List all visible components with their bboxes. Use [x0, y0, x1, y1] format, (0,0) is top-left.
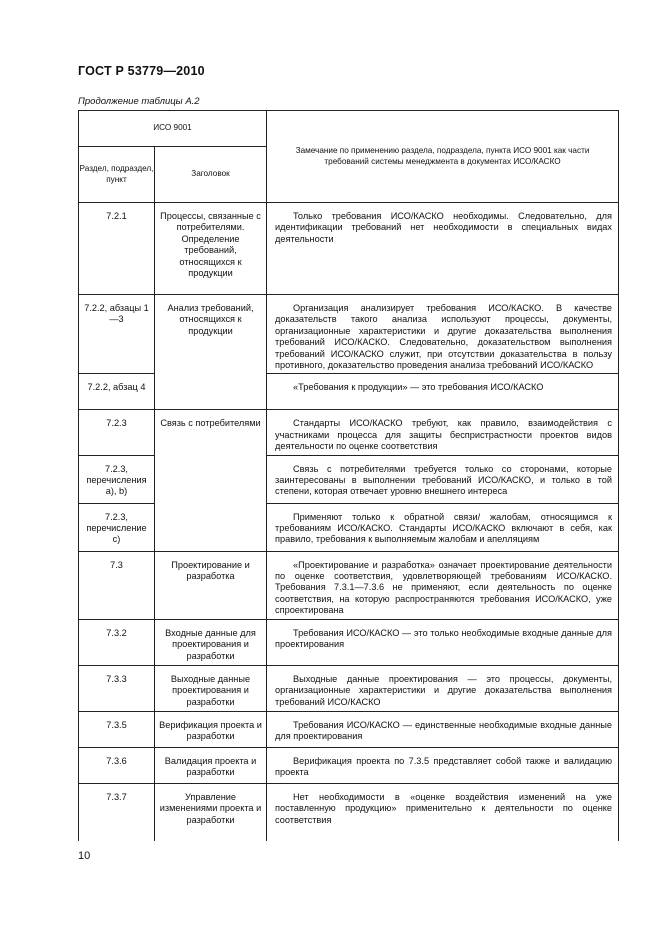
table-row — [79, 295, 619, 374]
row-note: Требования ИСО/КАСКО — это только необходимые входные данные для проектирования — [267, 619, 619, 665]
table-continuation-caption: Продолжение таблицы А.2 — [78, 96, 200, 107]
row-note: Требования ИСО/КАСКО — единственные необходимые входные данные для проектирования — [267, 711, 619, 747]
table-row — [79, 711, 619, 747]
row-section: 7.3.7 — [79, 783, 155, 841]
table-row — [79, 747, 619, 783]
standard-title: ГОСТ Р 53779—2010 — [78, 64, 205, 78]
row-section: 7.3 — [79, 551, 155, 619]
row-note: Верификация проекта по 7.3.5 представляет собой также и валидацию проекта — [267, 747, 619, 783]
row-note: «Требования к продукции» — это требования ИСО/КАСКО — [267, 374, 619, 410]
table-row — [79, 619, 619, 665]
row-section: 7.2.3 — [79, 410, 155, 455]
row-heading: Связь с потребителями — [155, 410, 267, 551]
row-note: Нет необходимости в «оценке воздействия изменений на уже поставленную продукцию» применительно к деятельности по оценке соответствия — [267, 783, 619, 841]
row-section: 7.3.6 — [79, 747, 155, 783]
row-heading: Валидация проекта и разработки — [155, 747, 267, 783]
row-note: Применяют только к обратной связи/ жалобам, относящимся к требованиям ИСО/КАСКО. Стандарты ИСО/КАСКО включают в себя, как правило, требования к выполняемым жалобам и апелляциям — [267, 503, 619, 551]
row-heading: Проектирование и разработка — [155, 551, 267, 619]
table-row — [79, 203, 619, 295]
table-row — [79, 410, 619, 455]
row-note: Организация анализирует требования ИСО/КАСКО. В качестве доказательств такого анализа используют процессы, документы, организационные характеристики и другие доказательства выполнения требований ИСО/КАСКО. Следовательно, доказательством выполнения требований ИСО/КАСКО служит, при отсутствии доказательства в пользу противного, доказательство проведения анализа требований ИСО/КАСКО — [267, 295, 619, 374]
row-section: 7.3.5 — [79, 711, 155, 747]
row-section: 7.3.3 — [79, 665, 155, 711]
row-heading: Анализ требований, относящихся к продукции — [155, 295, 267, 410]
row-section: 7.2.2, абзацы 1—3 — [79, 295, 155, 374]
iso-9001-header: ИСО 9001 — [79, 111, 267, 147]
table-row — [79, 551, 619, 619]
row-section: 7.2.1 — [79, 203, 155, 295]
row-note: Стандарты ИСО/КАСКО требуют, как правило, взаимодействия с участниками процесса для защиты беспристрастности проектов видов деятельности по оценке соответствия — [267, 410, 619, 455]
heading-column-header: Заголовок — [155, 147, 267, 203]
row-heading: Выходные данные проектирования и разработки — [155, 665, 267, 711]
row-section: 7.3.2 — [79, 619, 155, 665]
page-number: 10 — [78, 850, 91, 862]
row-section: 7.2.2, абзац 4 — [79, 374, 155, 410]
row-heading: Верификация проекта и разработки — [155, 711, 267, 747]
requirements-table — [78, 110, 619, 841]
table-header-row — [79, 111, 619, 147]
row-section: 7.2.3, перечисление c) — [79, 503, 155, 551]
row-section: 7.2.3, перечисления a), b) — [79, 455, 155, 503]
row-note: «Проектирование и разработка» означает проектирование деятельности по оценке соответствия, удовлетворяющей требованиям ИСО/КАСКО. Требования 7.3.1—7.3.6 не применяют, если деятельность по оценке соответствия, на которую распространяются требования ИСО/КАСКО, уже спроектирована — [267, 551, 619, 619]
table-row — [79, 665, 619, 711]
table-row — [79, 783, 619, 841]
row-note: Связь с потребителями требуется только со сторонами, которые заинтересованы в выполнении требований ИСО/КАСКО, и только в той степени, которая отвечает уровню внешнего интереса — [267, 455, 619, 503]
note-column-header: Замечание по применению раздела, подраздела, пункта ИСО 9001 как части требований системы менеджмента в документах ИСО/КАСКО — [267, 111, 619, 203]
row-note: Только требования ИСО/КАСКО необходимы. Следовательно, для идентификации требований нет необходимости в специальных видах деятельности — [267, 203, 619, 295]
row-note: Выходные данные проектирования — это процессы, документы, организационные характеристики и другие доказательства выполнения требований ИСО/КАСКО — [267, 665, 619, 711]
section-column-header: Раздел, подраздел, пункт — [79, 147, 155, 203]
row-heading: Процессы, связанные с потребителями. Определение требований, относящихся к продукции — [155, 203, 267, 295]
row-heading: Управление изменениями проекта и разработки — [155, 783, 267, 841]
row-heading: Входные данные для проектирования и разработки — [155, 619, 267, 665]
